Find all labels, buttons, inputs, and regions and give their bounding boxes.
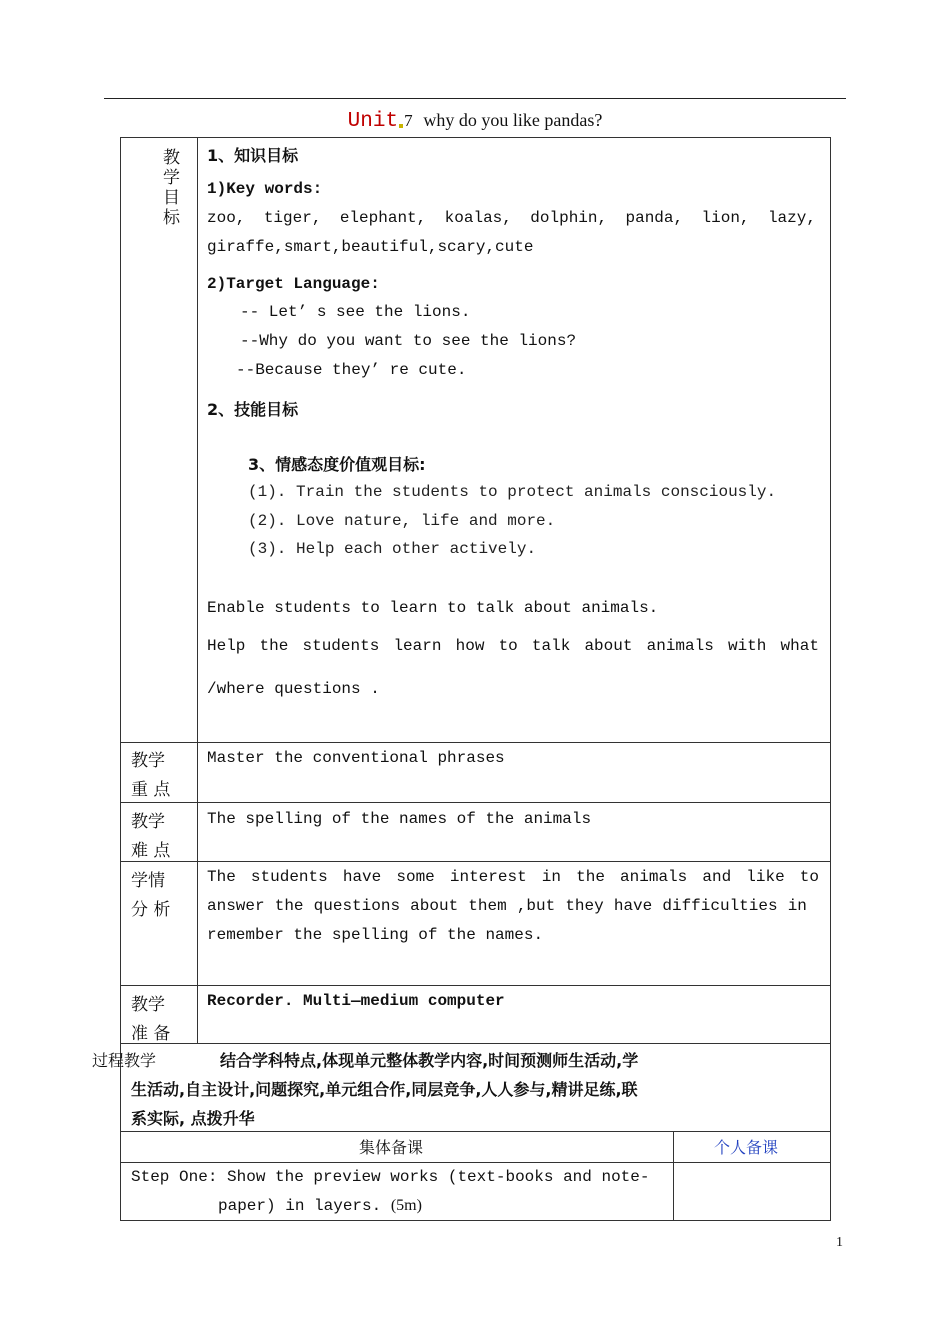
analysis-word: they — [565, 897, 604, 915]
key-word: scary, — [437, 238, 496, 256]
key-word: smart, — [283, 238, 342, 256]
analysis-word: and — [702, 868, 732, 886]
analysis-word: them — [468, 897, 507, 915]
row-divider-preparation — [120, 985, 831, 986]
row-divider-analysis — [120, 861, 831, 862]
help-word: how — [455, 637, 485, 655]
page-number: 1 — [836, 1235, 843, 1250]
personal-column-divider — [673, 1131, 674, 1221]
help-word: about — [584, 637, 633, 655]
emotion-item-2: (2). Love nature, life and more. — [248, 512, 556, 530]
analysis-word: in — [541, 868, 561, 886]
difficulty-label-2: 难 点 — [131, 841, 171, 861]
emotion-item-3: (3). Help each other actively. — [248, 540, 537, 558]
key-word: dolphin, — [530, 209, 608, 227]
key-words-line-2 — [207, 238, 533, 256]
enable-line: Enable students to learn to talk about animals. — [207, 599, 659, 617]
key-word: giraffe, — [207, 238, 284, 256]
help-word: talk — [531, 637, 571, 655]
step-one-line-2 — [218, 1197, 422, 1215]
collective-label: 集体备课 — [359, 1138, 424, 1157]
help-word: the — [259, 637, 289, 655]
target-line-2: --Why do you want to see the lions? — [240, 332, 577, 350]
analysis-word: some — [396, 868, 435, 886]
help-word: students — [302, 637, 380, 655]
analysis-line-1 — [207, 868, 819, 886]
difficulty-text: The spelling of the names of the animals — [207, 810, 592, 828]
step-one-line-2-text: paper) in layers. — [218, 1197, 382, 1215]
help-word: animals — [646, 637, 714, 655]
key-word: panda, — [625, 209, 684, 227]
analysis-label-1: 学情 — [131, 871, 165, 891]
analysis-word: to — [799, 868, 819, 886]
analysis-word: students — [250, 868, 328, 886]
analysis-label-2: 分 析 — [131, 900, 171, 920]
skill-heading: 2、技能目标 — [207, 400, 299, 419]
analysis-word: questions — [313, 897, 401, 915]
analysis-word: interest — [449, 868, 527, 886]
analysis-word: difficulties — [662, 897, 778, 915]
objectives-label: 教学目标 — [163, 148, 180, 228]
key-word: tiger, — [263, 209, 322, 227]
key-word: lion, — [701, 209, 750, 227]
emotion-heading: 3、情感态度价值观目标: — [248, 455, 426, 474]
help-word: with — [727, 637, 767, 655]
analysis-word: have — [342, 868, 382, 886]
key-word: koalas, — [444, 209, 512, 227]
analysis-line-2 — [207, 897, 807, 915]
keypoints-text: Master the conventional phrases — [207, 749, 505, 767]
help-line-1 — [207, 637, 819, 655]
emotion-item-1: (1). Train the students to protect animals consciously. — [248, 483, 777, 501]
key-word: elephant, — [339, 209, 427, 227]
row-divider-process — [120, 1043, 831, 1044]
analysis-word: ,but — [516, 897, 556, 915]
analysis-line-3: remember the spelling of the names. — [207, 926, 544, 944]
key-word: lazy, — [767, 209, 816, 227]
title-unit-word: Unit — [347, 110, 399, 133]
keypoints-label-2: 重 点 — [131, 780, 171, 800]
key-word: beautiful, — [341, 238, 438, 256]
page-title — [0, 110, 950, 133]
help-word: learn — [393, 637, 442, 655]
label-column-divider — [197, 137, 198, 1043]
title-question: why do you like pandas? — [423, 110, 603, 130]
analysis-word: have — [613, 897, 653, 915]
row-divider-difficulty — [120, 802, 831, 803]
analysis-word: about — [410, 897, 459, 915]
knowledge-heading: 1、知识目标 — [207, 146, 299, 165]
process-side-label: 过程教学 — [92, 1051, 157, 1070]
process-line-1: 结合学科特点,体现单元整体教学内容,时间预测师生活动,学 — [220, 1051, 639, 1070]
header-rule — [104, 98, 846, 99]
process-line-3: 系实际, 点拨升华 — [131, 1109, 255, 1128]
analysis-word: in — [787, 897, 807, 915]
preparation-label-1: 教学 — [131, 995, 165, 1015]
analysis-word: animals — [620, 868, 688, 886]
step-one-line-1: Step One: Show the preview works (text-books and note- — [131, 1168, 650, 1186]
difficulty-label-1: 教学 — [131, 812, 165, 832]
analysis-word: the — [274, 897, 304, 915]
row-divider-step — [120, 1162, 831, 1163]
help-word: what — [780, 637, 819, 655]
keypoints-label-1: 教学 — [131, 751, 165, 771]
help-line-2: /where questions . — [207, 680, 380, 698]
help-word: to — [498, 637, 518, 655]
preparation-text: Recorder. Multi—medium computer — [207, 992, 505, 1010]
analysis-word: The — [207, 868, 236, 886]
preparation-label-2: 准 备 — [131, 1024, 171, 1044]
row-divider-collective — [120, 1131, 831, 1132]
analysis-word: answer — [207, 897, 265, 915]
process-line-2: 生活动,自主设计,问题探究,单元组合作,同层竞争,人人参与,精讲足练,联 — [131, 1080, 638, 1099]
help-word: Help — [207, 637, 246, 655]
target-language-heading: 2)Target Language: — [207, 275, 380, 293]
analysis-word: like — [746, 868, 785, 886]
personal-label: 个人备课 — [714, 1138, 779, 1157]
key-words-line-1 — [207, 209, 816, 227]
step-one-duration: (5m) — [390, 1197, 422, 1214]
key-word: cute — [495, 238, 534, 256]
target-line-1: -- Let’ s see the lions. — [240, 303, 471, 321]
key-words-heading: 1)Key words: — [207, 180, 323, 198]
analysis-word: the — [576, 868, 605, 886]
target-line-3: --Because they’ re cute. — [236, 361, 467, 379]
row-divider-keypoints — [120, 742, 831, 743]
title-unit-number: 7 — [404, 111, 413, 130]
key-word: zoo, — [207, 209, 246, 227]
